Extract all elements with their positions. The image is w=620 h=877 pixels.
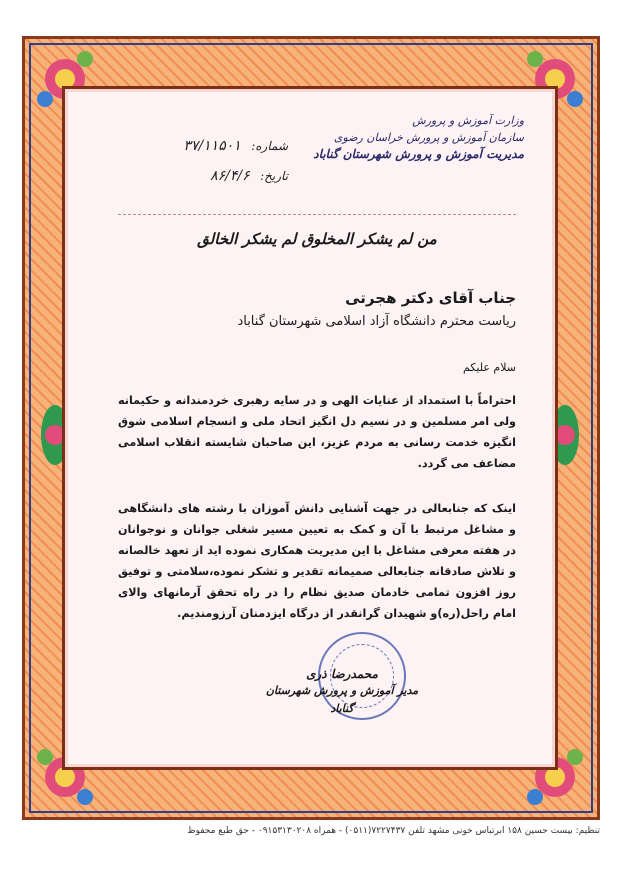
- printer-footer: تنظیم: بیست حسین ۱۵۸ ابرتباس خونی مشهد تلفن ۷۲۲۷۴۳۷(۰۵۱۱) - همراه ۰۹۱۵۳۱۳۰۲۰۸ - حق طبع محفوظ: [187, 826, 600, 836]
- signatory-name: محمدرضا ذری: [306, 667, 378, 681]
- letter-number-row: [118, 138, 288, 168]
- letter-date-row: [118, 168, 288, 198]
- letterhead-department: مدیریت آموزش و پرورش شهرستان گناباد: [313, 147, 524, 161]
- letter-meta: [118, 138, 288, 198]
- recipient: جناب آقای دکتر هجرتی: [345, 289, 516, 307]
- letter-body: [118, 286, 516, 624]
- letterhead: [313, 112, 524, 163]
- letterhead-ministry: وزارت آموزش و پرورش: [412, 114, 524, 127]
- letter-number-label: شماره:: [251, 139, 288, 153]
- paragraph-2: اینک که جنابعالی در جهت آشنایی دانش آموزان با رشته های دانشگاهی و مشاغل مرتبط با آن و کمک به تعیین مسیر شغلی جوانان و نوجوانان در هفته معرفی مشاغل با این مدیریت همکاری نموده اید از تعهد خالصانه و تلاش صادقانه جنابعالی صمیمانه تقدیر و تشکر نموده،سلامتی و توفیق روز افزون تمامی خادمان صدیق نظام را در راه تحقق آرمانهای والای امام راحل(ره)و شهیدان گرانقدر از درگاه ایزدمنان آرزومندیم.: [118, 502, 516, 620]
- signatory-title: مدیر آموزش و پرورش شهرستان گناباد: [265, 684, 419, 715]
- paragraph-1: احتراماً با استمداد از عنایات الهی و در سایه رهبری خردمندانه و حکیمانه ولی امر مسلمین و در نسیم دل انگیز اتحاد ملی و انسجام اسلامی شوق انگیزه خدمت رسانی به مردم عزیز، این صاحبان شایسته انقلاب اسلامی مضاعف می گردد.: [118, 394, 516, 470]
- signature-block: [262, 666, 422, 718]
- letterhead-organization: سازمان آموزش و پرورش خراسان رضوی: [333, 131, 524, 144]
- letter-date-label: تاریخ:: [260, 169, 288, 183]
- recipient-position: ریاست محترم دانشگاه آزاد اسلامی شهرستان گناباد: [237, 314, 516, 329]
- letter-number-value: ۳۷/۱۱۵۰۱: [183, 138, 241, 154]
- divider: [118, 214, 516, 215]
- letter-date-value: ۸۶/۴/۶: [210, 168, 250, 184]
- motto: من لم یشکر المخلوق لم یشکر الخالق: [197, 230, 437, 248]
- greeting: سلام علیکم: [462, 361, 516, 374]
